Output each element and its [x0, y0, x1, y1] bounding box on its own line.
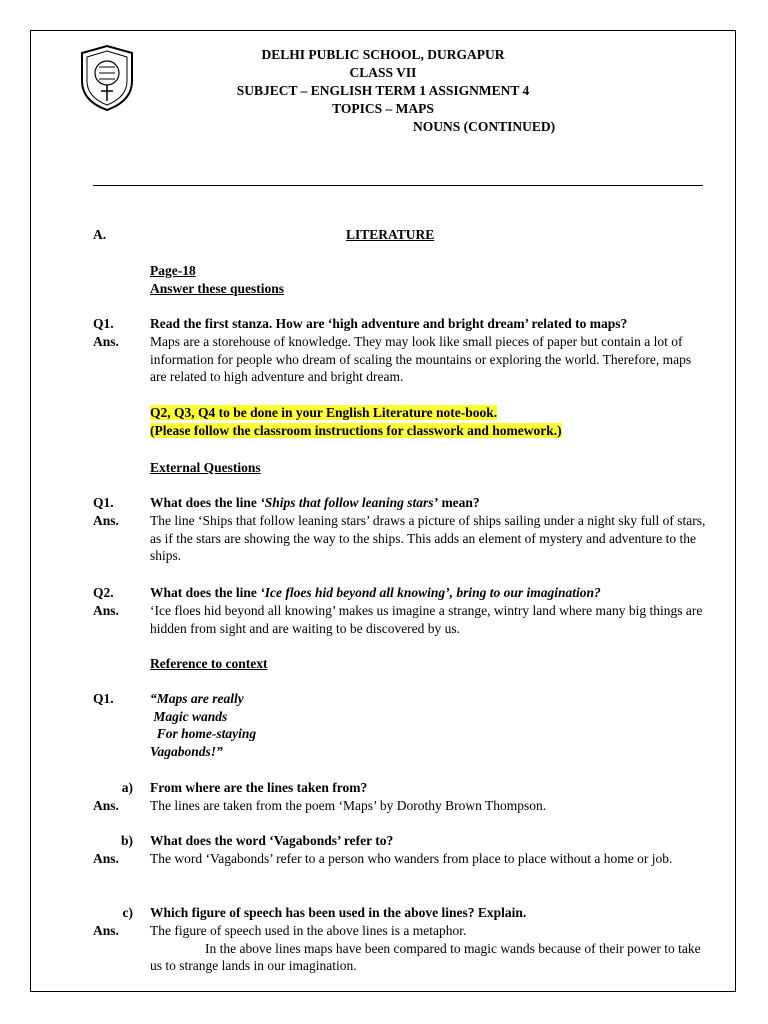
rc-b-label: b): [120, 833, 133, 848]
document-header: [30, 46, 736, 134]
q1-answer: Maps are a storehouse of knowledge. They may look like small pieces of paper but contain a lot of information for people who dream of scaling the mountains or exploring the world. Therefore, maps are related to high adventure and bright dream.: [150, 334, 692, 384]
eq2-label: Q2.: [93, 585, 114, 600]
rc-c-label: c): [122, 905, 133, 920]
note-line-1: Q2, Q3, Q4 to be done in your English Literature note-book.: [150, 405, 498, 420]
rc-q1-label: Q1.: [93, 691, 114, 706]
eq2-q-pre: What does the line: [150, 585, 261, 600]
eq1-question: [150, 494, 480, 512]
rc-b-question: What does the word ‘Vagabonds’ refer to?: [150, 833, 394, 848]
rc-b-answer: The word ‘Vagabonds’ refer to a person who wanders from place to place without a home or job.: [150, 851, 673, 866]
eq1-q-post: mean?: [438, 495, 480, 510]
eq2-question: [150, 584, 601, 602]
poem-line: Magic wands: [150, 708, 228, 724]
answer-heading: Answer these questions: [150, 281, 285, 296]
q1-label: Q1.: [93, 316, 114, 331]
page-reference: Page-18: [150, 263, 196, 278]
rc-a-ans-label: Ans.: [93, 798, 119, 813]
subject-line: SUBJECT – ENGLISH TERM 1 ASSIGNMENT 4: [236, 83, 530, 98]
context-heading: Reference to context: [150, 656, 268, 671]
poem-line: For home-staying: [150, 726, 257, 741]
eq1-q-pre: What does the line: [150, 495, 261, 510]
topics-continued: NOUNS (CONTINUED): [413, 119, 556, 134]
eq1-answer: The line ‘Ships that follow leaning stars’ draws a picture of ships sailing under a night sky full of stars, as if the stars are showing the way to the ships. This adds an element of mystery and adventure to the ships.: [150, 513, 706, 563]
eq1-ans-label: Ans.: [93, 513, 119, 528]
note-line-2: (Please follow the classroom instructions for classwork and homework.): [150, 423, 562, 438]
class-label: CLASS VII: [349, 65, 417, 80]
eq2-ans-label: Ans.: [93, 603, 119, 618]
rc-b-ans-label: Ans.: [93, 851, 119, 866]
rc-a-label: a): [121, 780, 133, 795]
homework-note: [150, 404, 562, 440]
rc-a-answer: The lines are taken from the poem ‘Maps’ by Dorothy Brown Thompson.: [150, 798, 547, 813]
school-name: DELHI PUBLIC SCHOOL, DURGAPUR: [261, 47, 505, 62]
section-title: LITERATURE: [346, 227, 435, 242]
q1-question: Read the first stanza. How are ‘high adventure and bright dream’ related to maps?: [150, 316, 628, 331]
poem-line: Vagabonds!”: [150, 743, 223, 759]
rc-c-answer-line-1: The figure of speech used in the above lines is a metaphor.: [150, 923, 467, 938]
eq2-answer: ‘Ice floes hid beyond all knowing’ makes us imagine a strange, wintry land where many big things are hidden from sight and are waiting to be discovered by us.: [150, 603, 703, 636]
eq1-label: Q1.: [93, 495, 114, 510]
eq1-q-italic: ‘Ships that follow leaning stars’: [260, 495, 439, 510]
section-label: A.: [93, 227, 107, 242]
eq2-q-italic: ‘Ice floes hid beyond all knowing’, bring to our imagination?: [260, 585, 601, 600]
rc-c-answer: [150, 922, 710, 975]
q1-ans-label: Ans.: [93, 334, 119, 349]
poem-line: “Maps are really: [150, 691, 244, 706]
rc-c-answer-line-2: In the above lines maps have been compared to magic wands because of their power to take us to strange lands in our imagination.: [150, 940, 701, 973]
header-divider: [93, 185, 703, 186]
topics-line: TOPICS – MAPS: [332, 101, 434, 116]
external-heading: External Questions: [150, 460, 261, 475]
rc-c-question: Which figure of speech has been used in the above lines? Explain.: [150, 905, 527, 920]
rc-poem: [150, 690, 256, 760]
rc-a-question: From where are the lines taken from?: [150, 780, 368, 795]
rc-c-ans-label: Ans.: [93, 923, 119, 938]
